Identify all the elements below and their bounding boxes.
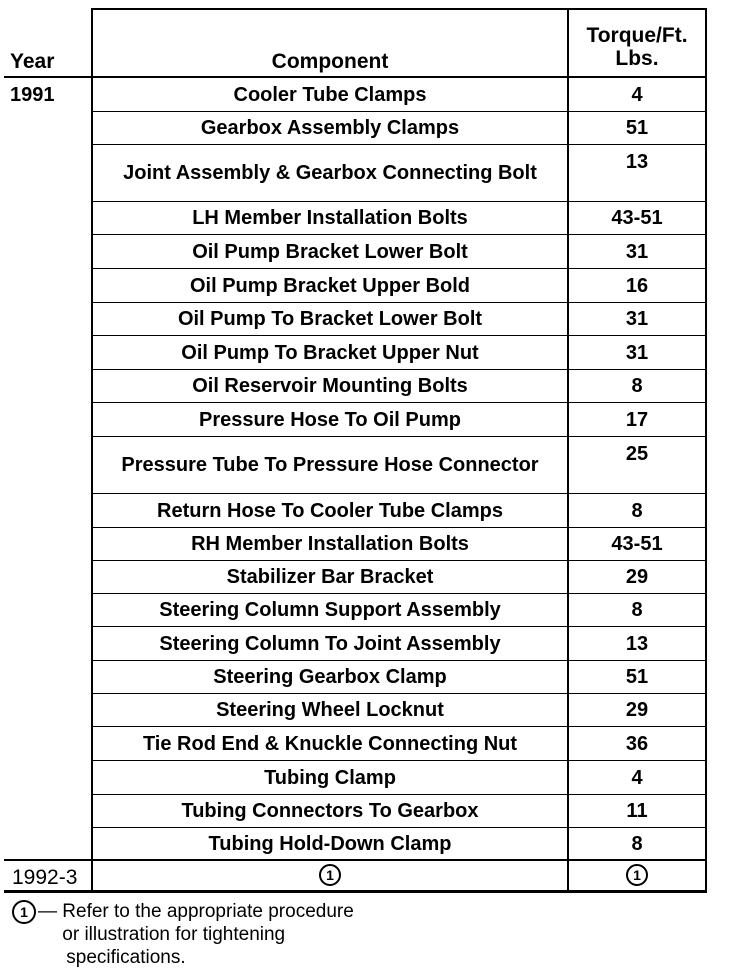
header-torque-line2: Lbs. <box>615 47 659 70</box>
torque-cell: 31 <box>625 308 649 330</box>
component-cell: Gearbox Assembly Clamps <box>200 117 460 139</box>
component-cell: Tubing Connectors To Gearbox <box>181 800 479 822</box>
component-cell: Steering Column To Joint Assembly <box>159 632 501 655</box>
component-cell: Oil Pump To Bracket Upper Nut <box>181 341 479 364</box>
component-cell: Joint Assembly & Gearbox Connecting Bolt <box>123 162 537 184</box>
torque-cell: 36 <box>625 732 649 755</box>
component-cell: Oil Pump Bracket Upper Bold <box>189 274 471 297</box>
torque-cell: 29 <box>625 566 649 588</box>
torque-cell: 31 <box>625 240 649 263</box>
torque-cell: 8 <box>631 499 643 522</box>
component-ref-cell <box>92 860 568 890</box>
footnote-ref-icon: 1 <box>626 864 648 886</box>
component-cell: Tie Rod End & Knuckle Connecting Nut <box>142 732 518 755</box>
torque-cell: 4 <box>631 83 643 106</box>
component-cell: Cooler Tube Clamps <box>233 83 427 106</box>
component-cell: Tubing Hold-Down Clamp <box>208 832 452 855</box>
torque-cell: 51 <box>625 117 649 139</box>
component-cell: RH Member Installation Bolts <box>191 533 469 555</box>
year-1991: 1991 <box>10 84 55 106</box>
header-component: Component <box>271 50 389 73</box>
footnote-line2: or illustration for tightening <box>62 924 286 945</box>
component-cell: Oil Pump Bracket Lower Bolt <box>192 240 468 263</box>
component-cell: Tubing Clamp <box>264 766 396 789</box>
torque-ref-cell <box>568 860 706 890</box>
bottom-rule <box>4 890 706 893</box>
footnote-line1: Refer to the appropriate procedure <box>62 901 354 922</box>
footnote-dash: — <box>38 901 63 922</box>
torque-cell: 8 <box>631 599 643 621</box>
torque-cell: 4 <box>631 766 643 789</box>
footnote-text <box>62 900 354 969</box>
component-cell: Stabilizer Bar Bracket <box>226 566 434 588</box>
torque-cell: 43-51 <box>611 533 663 555</box>
torque-cell: 25 <box>625 443 649 465</box>
component-cell: Pressure Tube To Pressure Hose Connector <box>121 454 539 476</box>
torque-cell: 51 <box>625 666 649 688</box>
torque-cell: 16 <box>625 274 649 297</box>
component-cell: Steering Wheel Locknut <box>216 699 444 721</box>
torque-cell: 8 <box>631 832 643 855</box>
footnote-line3: specifications. <box>66 947 186 968</box>
torque-cell: 31 <box>625 341 649 364</box>
component-cell: Steering Gearbox Clamp <box>213 666 447 688</box>
component-cell: Oil Reservoir Mounting Bolts <box>192 375 468 397</box>
torque-cell: 29 <box>625 699 649 721</box>
year-1992-3: 1992-3 <box>12 866 78 889</box>
component-left-rule <box>91 8 93 893</box>
table-top-rule <box>92 8 706 10</box>
torque-cell: 17 <box>625 408 649 431</box>
footnote-marker-icon: 1 <box>12 900 36 924</box>
component-cell: Steering Column Support Assembly <box>159 599 501 621</box>
torque-cell: 8 <box>631 375 643 397</box>
component-cell: Oil Pump To Bracket Lower Bolt <box>177 308 483 330</box>
header-year: Year <box>10 50 55 73</box>
header-torque-line1: Torque/Ft. <box>586 24 688 47</box>
torque-cell: 11 <box>626 800 648 822</box>
torque-cell: 43-51 <box>611 207 663 229</box>
component-cell: Pressure Hose To Oil Pump <box>199 408 461 431</box>
component-cell: Return Hose To Cooler Tube Clamps <box>157 499 503 522</box>
torque-cell: 13 <box>625 632 649 655</box>
component-cell: LH Member Installation Bolts <box>192 207 468 229</box>
torque-cell: 13 <box>625 151 649 173</box>
footnote <box>12 900 354 969</box>
header-torque <box>568 24 706 70</box>
footnote-ref-icon: 1 <box>319 864 341 886</box>
